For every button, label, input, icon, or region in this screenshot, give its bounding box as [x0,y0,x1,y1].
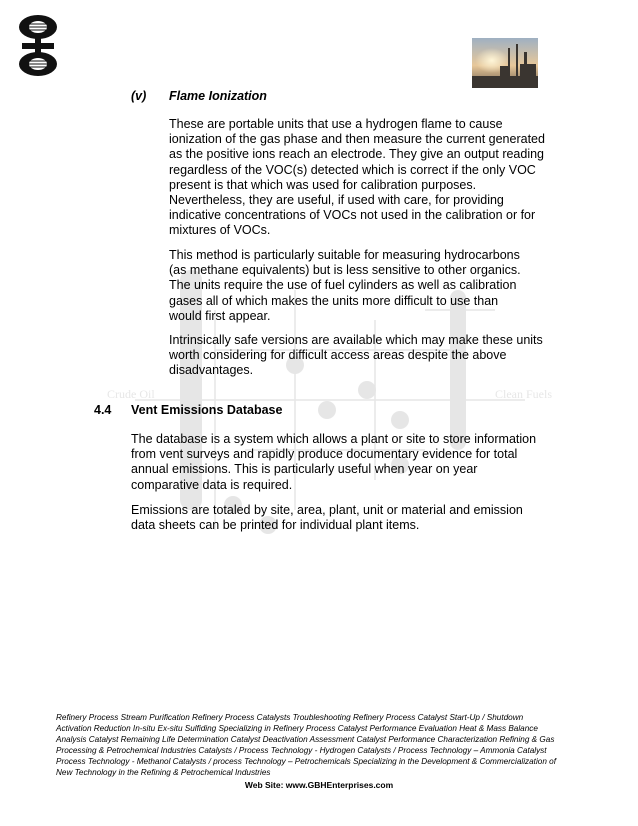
section-4-4-title: Vent Emissions Database [131,403,283,417]
section-4-4-number: 4.4 [94,403,112,417]
footer-services-text: Refinery Process Stream Purification Refinery Process Catalysts Troubleshooting Refinery Process Catalyst Start-Up / Shutdown Activation Reduction In-situ Ex-situ Sulfiding Specializing in Refinery Process Catalyst Performance Evaluation Heat & Mass Balance Analysis Catalyst Remaining Life Determination Catalyst Deactivation Assessment Catalyst Performance Characterization Refining & Gas Processing & Petrochemical Industries Catalysts / Process Technology - Hydrogen Catalysts / Process Technology – Ammonia Catalyst Process Technology - Methanol Catalysts / process Technology – Petrochemicals Specializing in the Development & Commercialization of New Technology in the Refining & Petrochemical Industries [56,713,556,777]
section-4-4-paragraph-2: Emissions are totaled by site, area, plant, unit or material and emission data sheets can be printed for individual plant items. [131,503,523,533]
section-v-paragraph-1: These are portable units that use a hydrogen flame to cause ionization of the gas phase and then measure the current generated as the positive ions reach an electrode. They give an output reading regardless of the VOC(s) detected which is correct if the only VOC present is that which was used for calibration purposes. Nevertheless, they are useful, if used with care, for providing indicative concentrations of VOCs not used in the calibration or for mixtures of VOCs. [169,117,545,238]
section-v-title: Flame Ionization [169,89,267,103]
watermark-clean-fuels: Clean Fuels [495,387,552,401]
section-v-number: (v) [131,89,147,103]
watermark-crude-oil: Crude Oil [107,387,155,401]
section-v-paragraph-2: This method is particularly suitable for measuring hydrocarbons (as methane equivalents) but is less sensitive to other organics. The units require the use of fuel cylinders as well as calibration gases all of which makes the units more difficult to use than would first appear. [169,248,521,323]
refinery-photo [472,38,538,88]
section-v-paragraph-3: Intrinsically safe versions are available which may make these units worth considering for difficult access areas despite the above disadvantages. [169,333,543,378]
company-logo [16,14,60,78]
footer-website: Web Site: www.GBHEnterprises.com [244,780,394,790]
section-4-4-paragraph-1: The database is a system which allows a plant or site to store information from vent surveys and rapidly produce documentary evidence for total annual emissions. This is particularly useful when year on year comparative data is required. [131,432,537,492]
